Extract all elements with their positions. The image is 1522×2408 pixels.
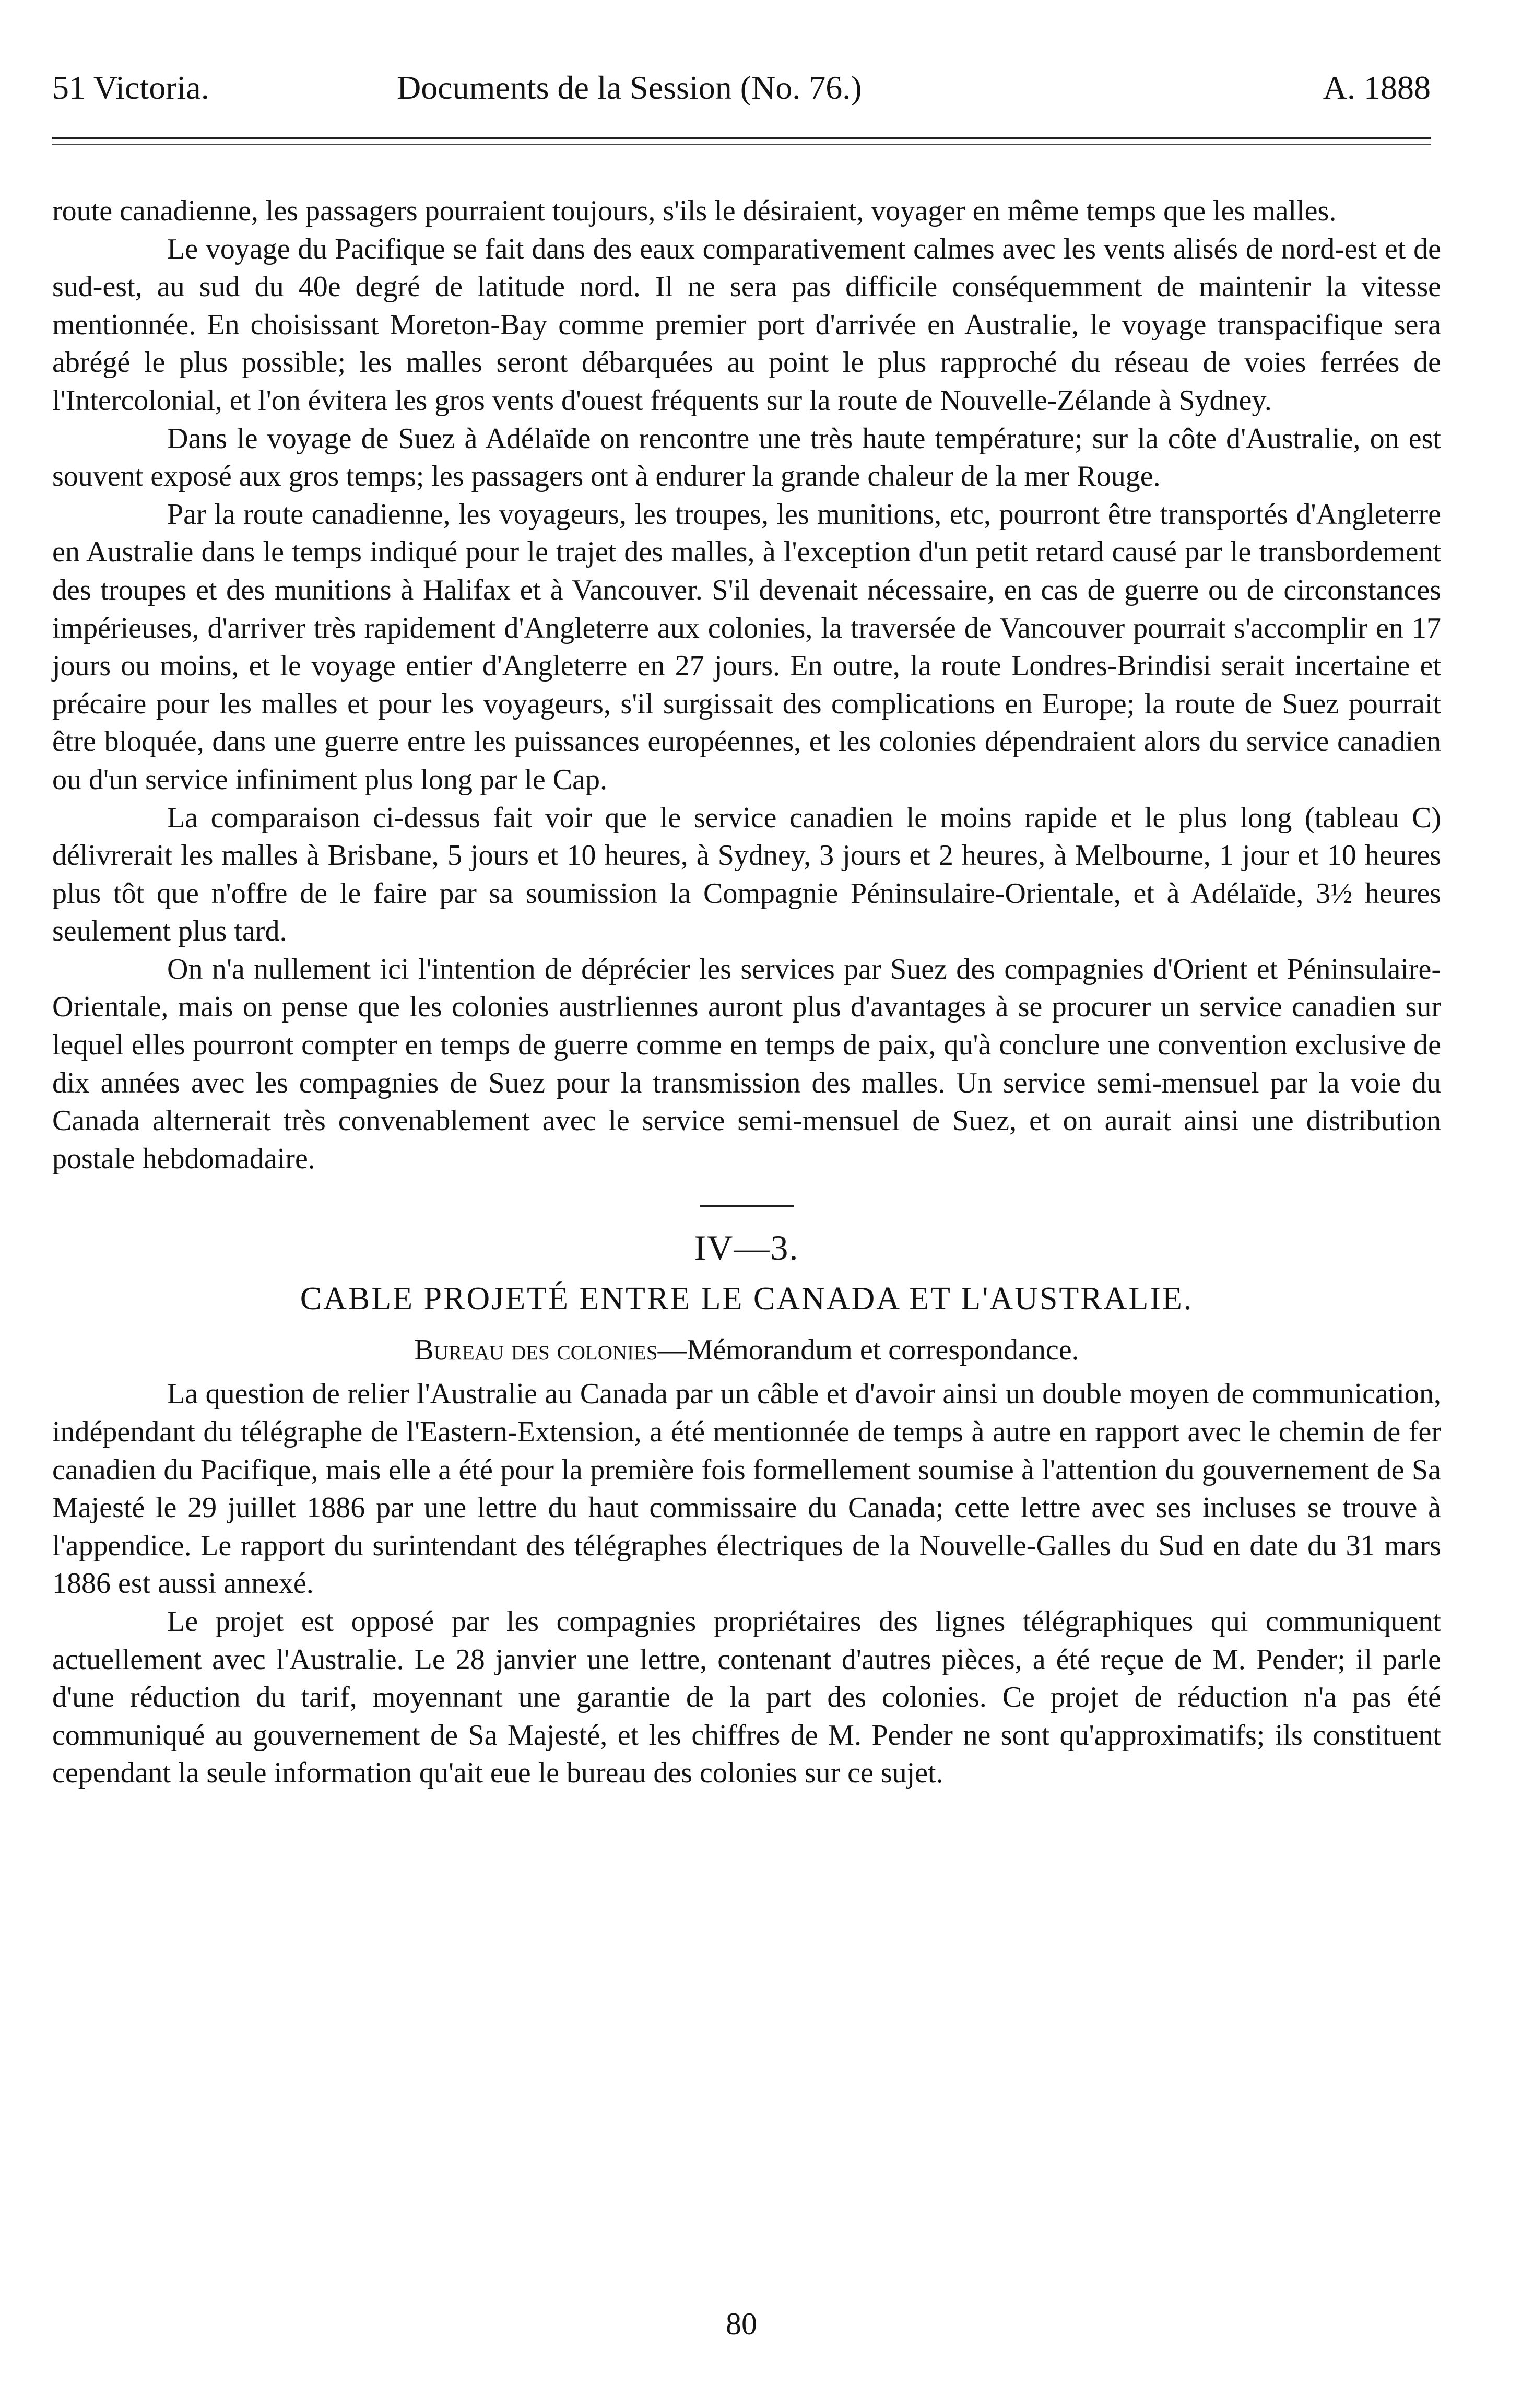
- header-volume: 51 Victoria.: [52, 69, 209, 106]
- paragraph: Le projet est opposé par les compagnies propriétaires des lignes télégraphiques qui communiquent actuellement avec l'Australie. Le 28 janvier une lettre, contenant d'autres pièces, a été reçue de M. Pender; il parle d'une réduction du tarif, moyennant une garantie de la part des colonies. Ce projet de réduction n'a pas été communiqué au gouvernement de Sa Majesté, et les chiffres de M. Pender ne sont qu'approximatifs; ils constituent cependant la seule information qu'ait eue le bureau des colonies sur ce sujet.: [52, 1605, 1441, 1790]
- header-rule-thin: [52, 144, 1431, 145]
- body-text: [52, 192, 1441, 1792]
- paragraph: Le voyage du Pacifique se fait dans des eaux comparativement calmes avec les vents alisés de nord-est et de sud-est, au sud du 40e degré de latitude nord. Il ne sera pas difficile conséquemment de maintenir la vitesse mentionnée. En choisissant Moreton-Bay comme premier port d'arrivée en Australie, le voyage transpacifique sera abrégé le plus possible; les malles seront débarquées au point le plus rapproché du réseau de voies ferrées de l'Intercolonial, et l'on évitera les gros vents d'ouest fréquents sur la route de Nouvelle-Zélande à Sydney.: [52, 232, 1441, 417]
- paragraph: Par la route canadienne, les voyageurs, les troupes, les munitions, etc, pourront être transportés d'Angleterre en Australie dans le temps indiqué pour le trajet des malles, à l'exception d'un petit retard causé par le transbordement des troupes et des munitions à Halifax et à Vancouver. S'il devenait nécessaire, en cas de guerre ou de circonstances impérieuses, d'arriver très rapidement d'Angleterre aux colonies, la traversée de Vancouver pourrait s'accomplir en 17 jours ou moins, et le voyage entier d'Angleterre en 27 jours. En outre, la route Londres-Brindisi serait incertaine et précaire pour les malles et pour les voyageurs, s'il surgissait des complications en Europe; la route de Suez pourrait être bloquée, dans une guerre entre les puissances européennes, et les colonies dépendraient alors du service canadien ou d'un service infiniment plus long par le Cap.: [52, 498, 1441, 796]
- running-header: [52, 62, 1431, 114]
- header-title: Documents de la Session (No. 76.): [397, 69, 862, 106]
- paragraph: La question de relier l'Australie au Canada par un câble et d'avoir ainsi un double moyen de communication, indépendant du télégraphe de l'Eastern-Extension, a été mentionnée de temps à autre en rapport avec le chemin de fer canadien du Pacifique, mais elle a été pour la première fois formellement soumise à l'attention du gouvernement de Sa Majesté le 29 juillet 1886 par une lettre du haut commissaire du Canada; cette lettre avec ses incluses se trouve à l'appendice. Le rapport du surintendant des télégraphes électriques de la Nouvelle-Galles du Sud en date du 31 mars 1886 est aussi annexé.: [52, 1378, 1441, 1600]
- header-year: A. 1888: [1323, 69, 1431, 106]
- paragraph: La comparaison ci-dessus fait voir que le service canadien le moins rapide et le plus long (tableau C) délivrerait les malles à Brisbane, 5 jours et 10 heures, à Sydney, 3 jours et 2 heures, à Melbourne, 1 jour et 10 heures plus tôt que n'offre de le faire par sa soumission la Compagnie Péninsulaire-Orientale, et à Adélaïde, 3½ heures seulement plus tard.: [52, 801, 1441, 948]
- section-divider: [700, 1205, 794, 1207]
- section-subtitle: [52, 1325, 1441, 1375]
- section-subtitle-caps: Bureau des colonies: [414, 1334, 658, 1367]
- header-rule-thick: [52, 137, 1431, 139]
- section-number: IV—3.: [694, 1228, 799, 1268]
- page-number: 80: [726, 2307, 757, 2341]
- section-title: CABLE PROJETÉ ENTRE LE CANADA ET L'AUSTRALIE.: [300, 1281, 1194, 1317]
- paragraph: On n'a nullement ici l'intention de déprécier les services par Suez des compagnies d'Orient et Péninsulaire-Orientale, mais on pense que les colonies austrliennes auront plus d'avantages à se procurer un service canadien sur lequel elles pourront compter en temps de guerre comme en temps de paix, qu'à conclure une convention exclusive de dix années avec les compagnies de Suez pour la transmission des malles. Un service semi-mensuel par la voie du Canada alternerait très convenablement avec le service semi-mensuel de Suez, et on aurait ainsi une distribution postale hebdomadaire.: [52, 953, 1441, 1175]
- paragraph: route canadienne, les passagers pourraient toujours, s'ils le désiraient, voyager en même temps que les malles.: [52, 195, 1337, 227]
- paragraph: Dans le voyage de Suez à Adélaïde on rencontre une très haute température; sur la côte d'Australie, on est souvent exposé aux gros temps; les passagers ont à endurer la grande chaleur de la mer Rouge.: [52, 422, 1441, 493]
- section-subtitle-rest: —Mémorandum et correspondance.: [657, 1334, 1079, 1367]
- document-page: [52, 0, 1462, 2408]
